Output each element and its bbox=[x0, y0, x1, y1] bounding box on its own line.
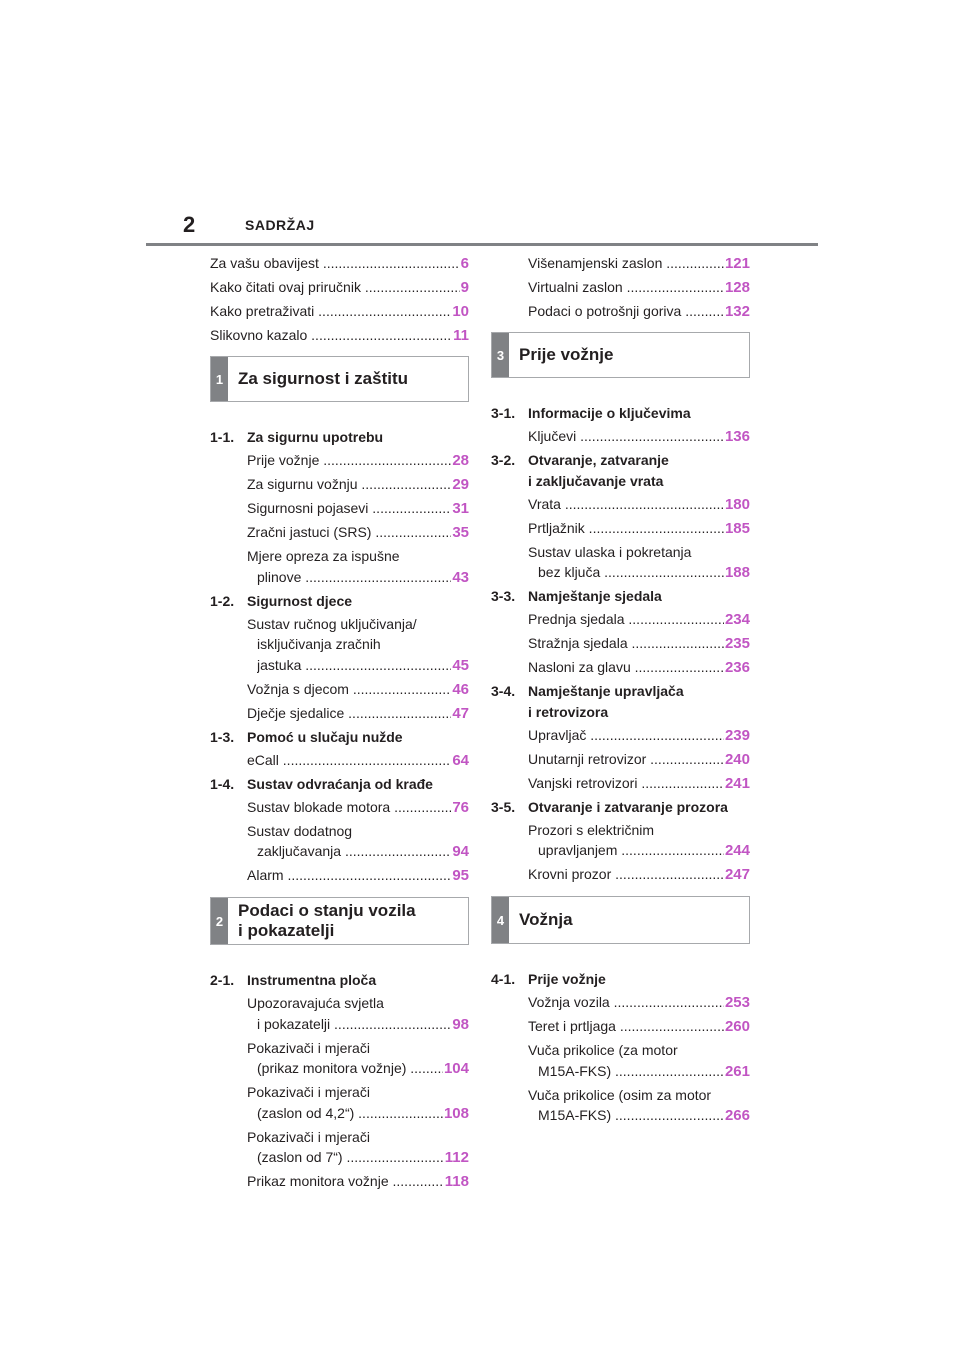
toc-page-link[interactable]: 239 bbox=[724, 726, 750, 744]
toc-page-link[interactable]: 11 bbox=[453, 327, 469, 344]
toc-entry-line: isključivanja zračnih bbox=[257, 636, 381, 652]
toc-page-link[interactable]: 234 bbox=[724, 611, 750, 628]
toc-entry[interactable]: Virtualni zaslon ..... 128 bbox=[491, 277, 750, 299]
toc-entry[interactable]: Dječje sjedalice ..... 47 bbox=[210, 703, 469, 725]
toc-page-link[interactable]: 240 bbox=[724, 750, 750, 768]
toc-entry[interactable]: Vanjski retrovizori ..... 241 bbox=[491, 773, 750, 795]
toc-entry[interactable]: Vrata ..... 180 bbox=[491, 494, 750, 516]
toc-page-link[interactable]: 28 bbox=[452, 452, 469, 469]
toc-page-link[interactable]: 94 bbox=[452, 843, 469, 860]
toc-entry[interactable]: Nasloni za glavu ..... 236 bbox=[491, 657, 750, 679]
chapter-number-tab: 1 bbox=[211, 357, 228, 401]
toc-entry[interactable]: Teret i prtljaga ..... 260 bbox=[491, 1016, 750, 1038]
header-divider bbox=[146, 243, 818, 246]
toc-entry[interactable]: (zaslon od 7“) ..... 112 bbox=[210, 1147, 469, 1169]
toc-entry[interactable]: i pokazatelji ..... 98 bbox=[210, 1014, 469, 1036]
toc-entry-line: Pokazivači i mjerači bbox=[247, 1084, 370, 1100]
toc-entry-line: Prozori s električnim bbox=[528, 821, 655, 838]
chapter-4-box[interactable] bbox=[491, 896, 750, 944]
toc-entry-label: Kako pretraživati ..... bbox=[210, 301, 451, 322]
chapter-number-tab: 3 bbox=[492, 333, 509, 377]
toc-entry-line: Pokazivači i mjerači bbox=[247, 1128, 370, 1145]
toc-entry-label: Za vašu obavijest ..... bbox=[210, 253, 460, 274]
toc-page-link[interactable]: 260 bbox=[724, 1018, 750, 1035]
section-heading: 3-3. Namještanje sjedala bbox=[491, 588, 662, 604]
toc-page-link[interactable]: 6 bbox=[460, 255, 469, 272]
toc-entry-line: Sustav dodatnog bbox=[247, 822, 353, 839]
toc-entry[interactable]: Višenamjenski zaslon ..... 121 bbox=[491, 253, 750, 275]
toc-page-link[interactable]: 108 bbox=[443, 1104, 469, 1122]
toc-page-link[interactable]: 31 bbox=[452, 500, 469, 517]
toc-entry-line: Upozoravajuća svjetla bbox=[247, 995, 384, 1011]
toc-page-link[interactable]: 46 bbox=[452, 680, 469, 698]
section-heading: 2-1. Instrumentna ploča bbox=[210, 972, 377, 988]
toc-entry[interactable]: eCall ..... 64 bbox=[210, 750, 469, 772]
toc-entry[interactable]: Sustav blokade motora ..... 76 bbox=[210, 797, 469, 819]
toc-entry[interactable]: Stražnja sjedala ..... 235 bbox=[491, 633, 750, 655]
toc-entry-line: Vuča prikolice (za motor bbox=[528, 1042, 678, 1058]
chapter-number-tab: 2 bbox=[211, 898, 228, 944]
chapter-title: Vožnja bbox=[519, 910, 573, 929]
toc-entry[interactable]: Unutarnji retrovizor ..... 240 bbox=[491, 749, 750, 771]
toc-page-link[interactable]: 64 bbox=[452, 751, 469, 769]
toc-page-link[interactable]: 136 bbox=[724, 428, 750, 445]
toc-entry[interactable]: Prije vožnje ..... 28 bbox=[210, 450, 469, 472]
toc-page-link[interactable]: 261 bbox=[724, 1062, 750, 1080]
page-number: 2 bbox=[183, 212, 196, 237]
toc-entry[interactable] bbox=[210, 277, 469, 299]
section-heading: 1-3. Pomoć u slučaju nužde bbox=[210, 728, 403, 745]
toc-page-link[interactable]: 47 bbox=[452, 704, 469, 722]
toc-page-link[interactable]: 35 bbox=[452, 524, 469, 541]
toc-entry[interactable]: Vožnja vozila ..... 253 bbox=[491, 992, 750, 1014]
chapter-1-box[interactable] bbox=[210, 356, 469, 402]
toc-entry[interactable]: Vožnja s djecom ..... 46 bbox=[210, 679, 469, 701]
page-header-title: SADRŽAJ bbox=[245, 217, 315, 233]
toc-entry[interactable]: Za sigurnu vožnju ..... 29 bbox=[210, 474, 469, 496]
toc-entry[interactable]: upravljanjem ..... 244 bbox=[491, 840, 750, 862]
toc-page-link[interactable]: 235 bbox=[724, 635, 750, 652]
toc-page-link[interactable]: 241 bbox=[724, 774, 750, 792]
toc-entry[interactable]: zaključavanja ..... 94 bbox=[210, 841, 469, 863]
toc-page-link[interactable]: 188 bbox=[724, 564, 750, 581]
toc-page-link[interactable]: 29 bbox=[452, 476, 469, 493]
toc-page-link[interactable]: 247 bbox=[724, 866, 750, 883]
chapter-number-tab: 4 bbox=[492, 897, 509, 943]
toc-entry[interactable]: plinove ..... 43 bbox=[210, 567, 469, 589]
section-heading: 1-4. Sustav odvraćanja od krađe bbox=[210, 775, 433, 792]
toc-entry[interactable]: jastuka ..... 45 bbox=[210, 655, 469, 677]
toc-entry-label: Kako čitati ovaj priručnik ..... bbox=[210, 277, 460, 298]
toc-entry[interactable]: (prikaz monitora vožnje) ..... 104 bbox=[210, 1058, 469, 1080]
section-heading: 3-5. Otvaranje i zatvaranje prozora bbox=[491, 798, 728, 815]
toc-page-link[interactable]: 9 bbox=[460, 279, 469, 296]
toc-page-link[interactable]: 266 bbox=[724, 1107, 750, 1124]
toc-entry-line: Mjere opreza za ispušne bbox=[247, 548, 400, 564]
toc-entry[interactable]: M15A-FKS) ..... 261 bbox=[491, 1061, 750, 1083]
toc-entry[interactable]: Alarm ..... 95 bbox=[210, 865, 469, 887]
toc-page-link[interactable]: 185 bbox=[724, 519, 750, 537]
toc-page-link[interactable]: 244 bbox=[724, 842, 750, 859]
toc-page-link[interactable]: 98 bbox=[452, 1015, 469, 1033]
toc-entry[interactable]: Upravljač ..... 239 bbox=[491, 725, 750, 747]
toc-page-link[interactable]: 180 bbox=[724, 495, 750, 513]
toc-page-link[interactable]: 10 bbox=[452, 303, 469, 320]
chapter-title: Prije vožnje bbox=[519, 345, 614, 364]
toc-left-column bbox=[210, 253, 469, 1195]
section-heading: 3-1. Informacije o ključevima bbox=[491, 405, 691, 421]
toc-entry[interactable]: Prikaz monitora vožnje ..... 118 bbox=[210, 1171, 469, 1193]
toc-entry[interactable] bbox=[210, 301, 469, 323]
toc-entry-line: Pokazivači i mjerači bbox=[247, 1039, 370, 1056]
toc-page-link[interactable]: 104 bbox=[443, 1060, 469, 1077]
toc-entry-line: Sustav ulaska i pokretanja bbox=[528, 543, 692, 560]
toc-page-link[interactable]: 253 bbox=[724, 994, 750, 1011]
chapter-title: Za sigurnost i zaštitu bbox=[238, 369, 409, 388]
section-heading: 3-2. Otvaranje, zatvaranje i zaključavanje vrata bbox=[491, 452, 669, 489]
toc-page-link[interactable]: 95 bbox=[452, 867, 469, 884]
section-heading: 3-4. Namještanje upravljača i retrovizora bbox=[491, 683, 684, 720]
toc-entry[interactable]: Podaci o potrošnji goriva ..... 132 bbox=[491, 301, 750, 323]
toc-entry-line: Vuča prikolice (osim za motor bbox=[528, 1086, 712, 1103]
toc-page-link[interactable]: 118 bbox=[444, 1173, 469, 1190]
toc-entry[interactable]: Zračni jastuci (SRS) ..... 35 bbox=[210, 522, 469, 544]
toc-page-link[interactable]: 112 bbox=[444, 1149, 469, 1166]
toc-page-link[interactable]: 128 bbox=[724, 279, 750, 296]
section-heading: 1-1. Za sigurnu upotrebu bbox=[210, 429, 384, 445]
toc-entry[interactable]: Prtljažnik ..... 185 bbox=[491, 518, 750, 540]
chapter-3-box[interactable] bbox=[491, 332, 750, 378]
section-heading: 4-1. Prije vožnje bbox=[491, 971, 606, 987]
toc-entry-label: Slikovno kazalo ..... bbox=[210, 325, 452, 346]
toc-right-column bbox=[491, 253, 750, 1129]
toc-entry[interactable]: M15A-FKS) ..... 266 bbox=[491, 1105, 750, 1127]
toc-entry[interactable]: (zaslon od 4,2“) ..... 108 bbox=[210, 1103, 469, 1125]
toc-entry[interactable]: Ključevi ..... 136 bbox=[491, 426, 750, 448]
toc-page-link[interactable]: 121 bbox=[724, 255, 750, 272]
toc-page-link[interactable]: 236 bbox=[724, 659, 750, 676]
chapter-title: Podaci o stanju vozila i pokazatelji bbox=[238, 901, 416, 940]
toc-entry[interactable] bbox=[210, 253, 469, 275]
toc-entry[interactable]: bez ključa ..... 188 bbox=[491, 562, 750, 584]
chapter-2-box[interactable] bbox=[210, 897, 469, 945]
toc-page-link[interactable]: 132 bbox=[724, 303, 750, 320]
toc-entry[interactable]: Krovni prozor ..... 247 bbox=[491, 864, 750, 886]
section-heading: 1-2. Sigurnost djece bbox=[210, 592, 353, 609]
toc-entry[interactable] bbox=[210, 325, 469, 347]
toc-page-link[interactable]: 45 bbox=[452, 656, 469, 674]
toc-entry[interactable]: Sigurnosni pojasevi ..... 31 bbox=[210, 498, 469, 520]
toc-page-link[interactable]: 76 bbox=[452, 798, 469, 816]
toc-entry[interactable]: Prednja sjedala ..... 234 bbox=[491, 609, 750, 631]
toc-entry-line: Sustav ručnog uključivanja/ bbox=[247, 615, 417, 632]
toc-page-link[interactable]: 43 bbox=[452, 568, 469, 586]
